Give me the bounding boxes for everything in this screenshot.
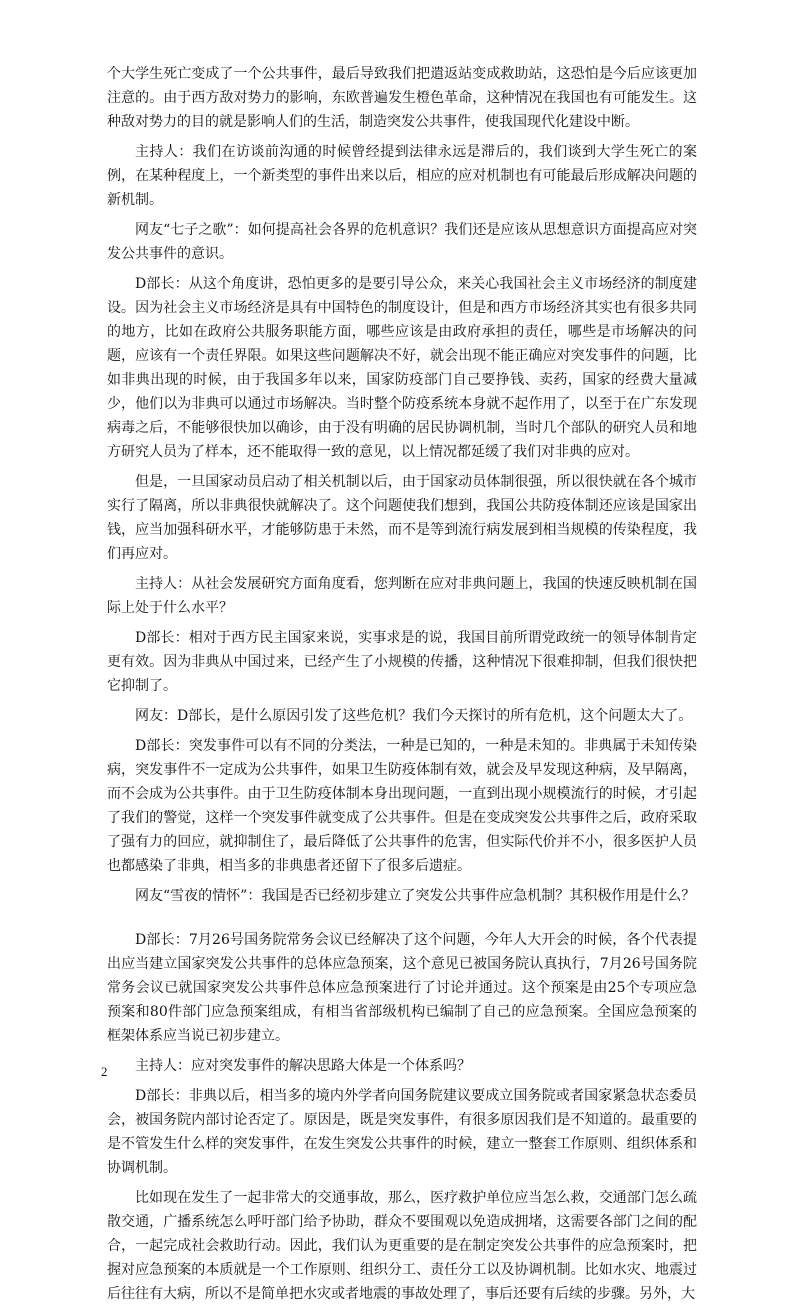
paragraph-3: 网友“七子之歌”：如何提高社会各界的危机意识？我们还是应该从思想意识方面提高应对突发公共事件的意识。: [107, 222, 697, 262]
paragraph-8: 网友：D部长，是什么原因引发了这些危机？我们今天探讨的所有危机，这个问题太大了。: [135, 708, 693, 724]
paragraph-11: D部长：7月26号国务院常务会议已经解决了这个问题，今年人大开会的时候，各个代表提出应当建立国家突发公共事件的总体应急预案，这个意见已被国务院认真执行，7月26号国务院常务会议已就国家突发公共事件总体应急预案进行了讨论并通过。这个预案是由25个专项应急预案和80件部门应急预案组成，有相当省部级机构已编制了自己的应急预案。全国应急预案的框架体系应当说已初步建立。: [107, 932, 697, 1044]
paragraph-13: D部长：非典以后，相当多的境内外学者向国务院建议要成立国务院或者国家紧急状态委员会，被国务院内部讨论否定了。原因是，既是突发事件，有很多原因我们是不知道的。最重要的是不管发生什么样的突发事件，在发生突发公共事件的时候，建立一整套工作原则、组织体系和协调机制。: [107, 1088, 697, 1176]
page-number: 2: [101, 1064, 108, 1079]
paragraph-4: D部长：从这个角度讲，恐怕更多的是要引导公众，来关心我国社会主义市场经济的制度建设。因为社会主义市场经济是具有中国特色的制度设计，但是和西方市场经济其实也有很多共同的地方，比如在政府公共服务职能方面，哪些应该是由政府承担的责任，哪些是市场解决的问题，应该有一个责任界限。如果这些问题解决不好，就会出现不能正确应对突发事件的问题，比如非典出现的时候，由于我国多年以来，国家防疫部门自己要挣钱、卖药，国家的经费大量减少，他们以为非典可以通过市场解决。当时整个防疫系统本身就不起作用了，以至于在广东发现病毒之后，不能够很快加以确诊，由于没有明确的居民协调机制，当时几个部队的研究人员和地方研究人员为了样本，还不能取得一致的意见，以上情况都延缓了我们对非典的应对。: [107, 276, 697, 460]
paragraph-12: 主持人：应对突发事件的解决思路大体是一个体系吗？: [135, 1058, 471, 1074]
paragraph-10: 网友“雪夜的情怀”：我国是否已经初步建立了突发公共事件应急机制？其积极作用是什么？: [135, 888, 696, 904]
paragraph-5: 但是，一旦国家动员启动了相关机制以后，由于国家动员体制很强，所以很快就在各个城市实行了隔离，所以非典很快就解决了。这个问题使我们想到，我国公共防疫体制还应该是国家出钱，应当加强科研水平，才能够防患于未然，而不是等到流行病发展到相当规模的传染程度，我们再应对。: [107, 474, 697, 562]
paragraph-6: 主持人：从社会发展研究方面角度看，您判断在应对非典问题上，我国的快速反映机制在国际上处于什么水平？: [107, 576, 697, 616]
paragraph-2: 主持人：我们在访谈前沟通的时候曾经提到法律永远是滞后的，我们谈到大学生死亡的案例，在某种程度上，一个新类型的事件出来以后，相应的应对机制也有可能最后形成解决问题的新机制。: [107, 144, 697, 208]
paragraph-9: D部长：突发事件可以有不同的分类法，一种是已知的，一种是未知的。非典属于未知传染病，突发事件不一定成为公共事件，如果卫生防疫体制有效，就会及早发现这种病，及早隔离，而不会成为公共事件。由于卫生防疫体制本身出现问题，一直到出现小规模流行的时候，才引起了我们的警觉，这样一个突发事件就变成了公共事件。但是在变成突发公共事件之后，政府采取了强有力的回应，就抑制住了，最后降低了公共事件的危害，但实际代价并不小，很多医护人员也都感染了非典，相当多的非典患者还留下了很多后遗症。: [107, 738, 697, 874]
paragraph-14: 比如现在发生了一起非常大的交通事故，那么，医疗救护单位应当怎么救，交通部门怎么疏散交通，广播系统怎么呼吁部门给予协助，群众不要围观以免造成拥堵，这需要各部门之间的配合，一起完成社会救助行动。因此，我们认为更重要的是在制定突发公共事件的应急预案时，把握对应急预案的本质就是一个工作原则、组织分工、责任分工以及协调机制。比如水灾、地震过后往往有大病，所以不是简单把水灾或者地震的事故处理了，事后还要有后续的步骤。另外，大: [107, 1190, 697, 1302]
paragraph-7: D部长：相对于西方民主国家来说，实事求是的说，我国目前所谓党政统一的领导体制肯定更有效。因为非典从中国过来，已经产生了小规模的传播，这种情况下很难抑制，但我们很快把它抑制了。: [107, 630, 697, 694]
paragraph-1: 个大学生死亡变成了一个公共事件，最后导致我们把遣返站变成救助站，这恐怕是今后应该更加注意的。由于西方敌对势力的影响，东欧普遍发生橙色革命，这种情况在我国也有可能发生。这种敌对势力的目的就是影响人们的生活，制造突发公共事件，使我国现代化建设中断。: [107, 66, 697, 130]
document-page: [107, 62, 697, 1312]
